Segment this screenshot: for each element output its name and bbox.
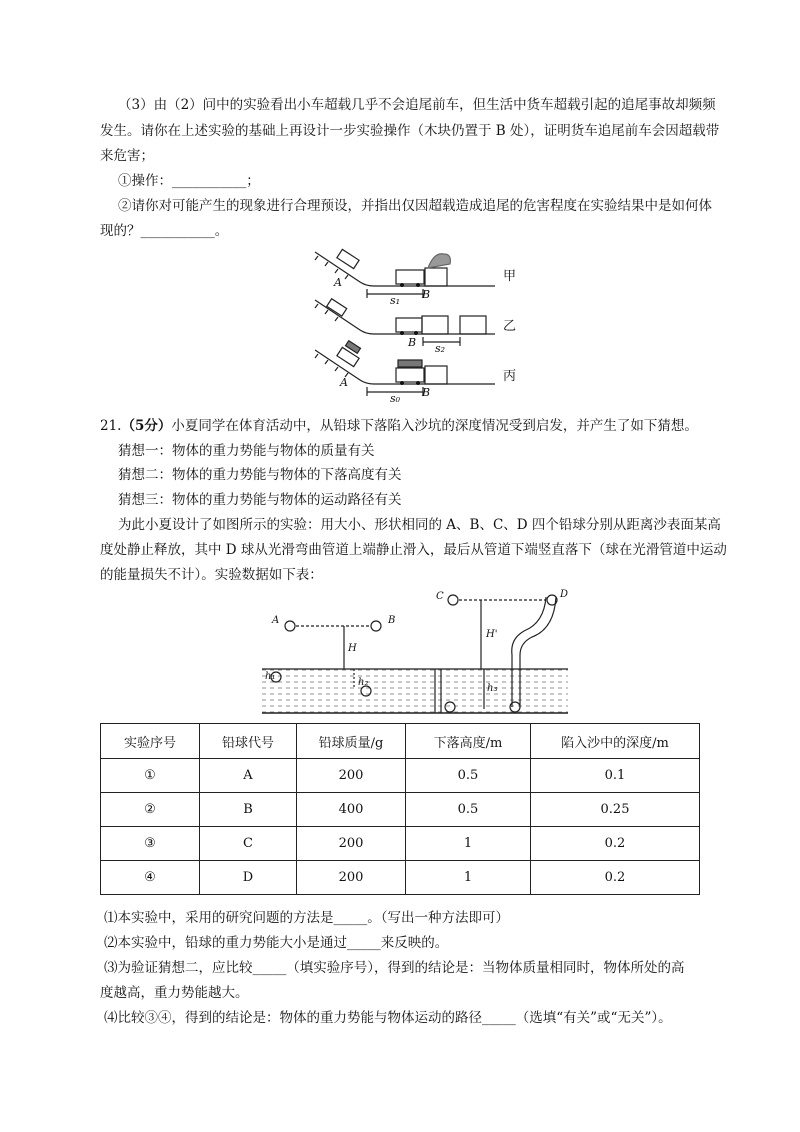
- fig2-label-h: H: [348, 643, 357, 654]
- fig2-label-hp: H': [486, 629, 498, 640]
- table-cell: 200: [297, 827, 406, 861]
- fig2-label-d: D: [560, 589, 569, 600]
- q21-guess-2: 猜想二：物体的重力势能与物体的下落高度有关: [118, 467, 402, 483]
- table-cell: ③: [101, 827, 200, 861]
- q20-p3-line2: 发生。请你在上述实验的基础上再设计一步实验操作（木块仍置于 B 处），证明货车追尾前车会因超载带: [100, 123, 720, 139]
- fig2-label-h3: h₃: [487, 683, 498, 694]
- fig1-dist-s2: s₂: [435, 342, 446, 355]
- table-cell: A: [200, 759, 297, 793]
- fig1-label-bing: 丙: [503, 369, 517, 384]
- fig1-point-b1: B: [422, 288, 431, 301]
- table-header: 铅球代号: [200, 724, 297, 759]
- fig2-label-h2: h₂: [358, 677, 369, 688]
- table-header: 陷入沙中的深度/m: [531, 724, 700, 759]
- fig1-point-a3: A: [340, 376, 348, 389]
- fig2-label-c: C: [436, 591, 444, 602]
- fig1-label-jia: 甲: [503, 269, 517, 284]
- table-cell: 200: [297, 861, 406, 895]
- fig1-point-b3: B: [422, 386, 431, 399]
- table-header: 实验序号: [101, 724, 200, 759]
- table-cell: 1: [406, 861, 531, 895]
- q20-p3-line3: 来危害；: [100, 148, 154, 164]
- q21-intro: [100, 416, 698, 436]
- q21-number: 21.: [100, 418, 122, 434]
- fig2-label-h1: h₁: [265, 671, 276, 682]
- table-cell: C: [200, 827, 297, 861]
- q20-hypothesis-line2: 现的？___________。: [100, 223, 229, 239]
- table-cell: B: [200, 793, 297, 827]
- fig2-label-a: A: [272, 615, 280, 626]
- q21-intro-text: 小夏同学在体育活动中，从铅球下落陷入沙坑的深度情况受到启发，并产生了如下猜想。: [171, 418, 698, 434]
- table-header: 铅球质量/g: [297, 724, 406, 759]
- sand-figure: [262, 583, 572, 718]
- sub-question-3-line1: ⑶为验证猜想二，应比较_____（填实验序号），得到的结论是：当物体质量相同时，物体所处的高: [104, 960, 685, 976]
- table-cell: 0.5: [406, 793, 531, 827]
- table-cell: 0.25: [531, 793, 700, 827]
- q20-hypothesis-line1: ②请你对可能产生的现象进行合理预设，并指出仅因超载造成追尾的危害程度在实验结果中是如何体: [118, 198, 712, 214]
- table-cell: 200: [297, 759, 406, 793]
- fig1-dist-s0: s₀: [390, 392, 401, 405]
- table-cell: ①: [101, 759, 200, 793]
- table-row: [101, 759, 700, 793]
- table-header: 下落高度/m: [406, 724, 531, 759]
- table-cell: 0.2: [531, 827, 700, 861]
- sub-question-3-line2: 度越高，重力势能越大。: [100, 985, 249, 1001]
- q21-score: （5分）: [121, 418, 172, 434]
- table-cell: 400: [297, 793, 406, 827]
- table-cell: D: [200, 861, 297, 895]
- fig1-dist-s1: s₁: [390, 294, 401, 307]
- table-cell: 1: [406, 827, 531, 861]
- ramp-figure: [310, 240, 530, 405]
- table-header-row: [101, 724, 700, 759]
- q20-operation: ①操作：___________；: [118, 173, 260, 189]
- sub-question-2: ⑵本实验中，铅球的重力势能大小是通过_____来反映的。: [104, 935, 449, 951]
- table-cell: 0.2: [531, 861, 700, 895]
- table-cell: 0.5: [406, 759, 531, 793]
- table-row: [101, 827, 700, 861]
- fig1-point-a1: A: [334, 276, 342, 289]
- sub-question-1: ⑴本实验中，采用的研究问题的方法是_____。（写出一种方法即可）: [104, 910, 509, 926]
- table-cell: ②: [101, 793, 200, 827]
- q21-guess-3: 猜想三：物体的重力势能与物体的运动路径有关: [118, 492, 402, 508]
- q20-p3-line1: （3）由（2）问中的实验看出小车超载几乎不会追尾前车，但生活中货车超载引起的追尾事故却频频: [118, 97, 716, 113]
- q21-desc-line3: 的能量损失不计）。实验数据如下表：: [100, 567, 323, 583]
- sub-question-4: ⑷比较③④，得到的结论是：物体的重力势能与物体运动的路径_____（选填“有关”或“无关”）。: [104, 1010, 672, 1026]
- fig2-label-b: B: [388, 615, 396, 626]
- q21-desc-line1: 为此小夏设计了如图所示的实验：用大小、形状相同的 A、B、C、D 四个铅球分别从距离沙表面某高: [118, 517, 721, 533]
- fig1-point-b2: B: [408, 336, 417, 349]
- q21-guess-1: 猜想一：物体的重力势能与物体的质量有关: [118, 443, 375, 459]
- table-row: [101, 793, 700, 827]
- fig1-label-yi: 乙: [503, 319, 517, 334]
- table-cell: 0.1: [531, 759, 700, 793]
- table-row: [101, 861, 700, 895]
- table-cell: ④: [101, 861, 200, 895]
- data-table: [100, 723, 700, 895]
- q21-desc-line2: 度处静止释放，其中 D 球从光滑弯曲管道上端静止滑入，最后从管道下端竖直落下（球在光滑管道中运动: [100, 542, 727, 558]
